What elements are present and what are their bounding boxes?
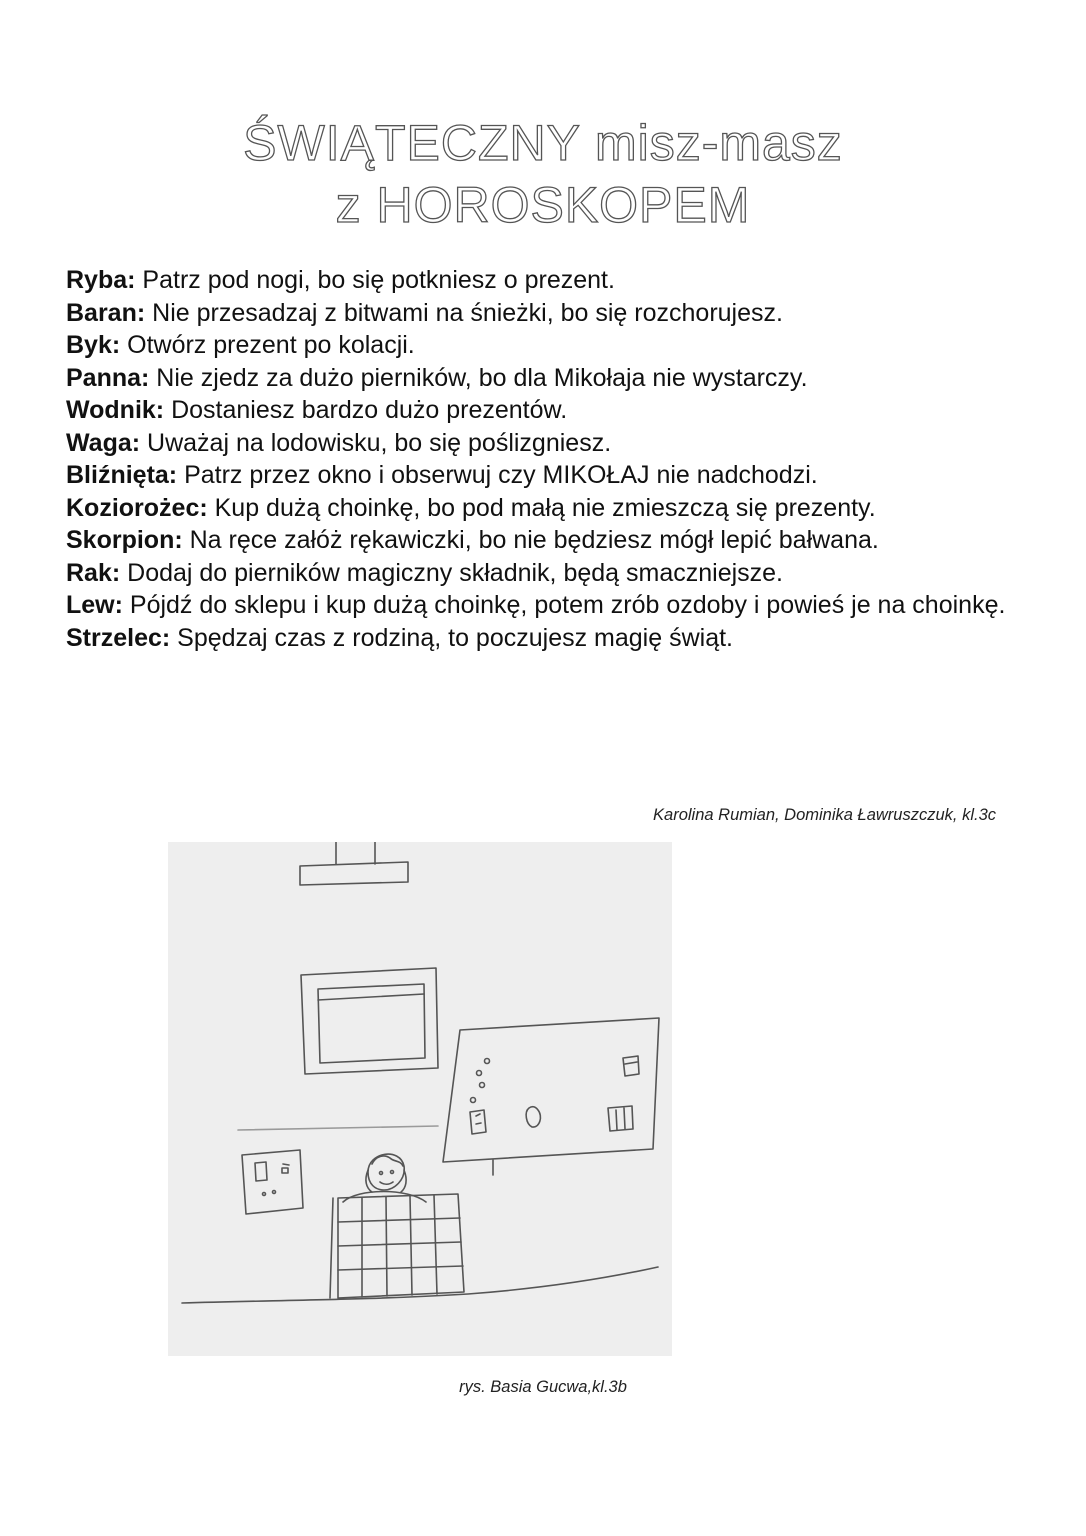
small-picture-sketch <box>242 1150 303 1214</box>
child-drawing <box>168 842 672 1356</box>
horoscope-entry <box>66 492 1016 525</box>
sign-name: Skorpion: <box>66 526 183 554</box>
horoscope-entry <box>66 329 1016 362</box>
prediction-text: Spędzaj czas z rodziną, to poczujesz magię świąt. <box>170 623 733 652</box>
prediction-text: Patrz pod nogi, bo się potkniesz o prezent. <box>135 266 615 294</box>
bed-sketch <box>330 1194 464 1298</box>
prediction-text: Nie przesadzaj z bitwami na śnieżki, bo się rozchorujesz. <box>145 298 783 327</box>
sign-name: Rak: <box>66 558 121 587</box>
sign-name: Lew: <box>66 591 123 619</box>
horoscope-entry <box>66 427 1016 460</box>
horoscope-entry <box>66 524 1016 557</box>
drawing-caption: rys. Basia Gucwa,kl.3b <box>459 1378 627 1396</box>
prediction-text: Dostaniesz bardzo dużo prezentów. <box>164 396 568 424</box>
title-line-2: z HOROSKOPEM <box>335 177 751 233</box>
sign-name: Ryba: <box>66 266 136 294</box>
authors-credit: Karolina Rumian, Dominika Ławruszczuk, kl.3c <box>653 806 996 824</box>
title-line-1: ŚWIĄTECZNY misz-masz <box>243 115 843 171</box>
sign-name: Koziorożec: <box>66 493 208 522</box>
sign-name: Waga: <box>66 428 141 457</box>
lamp-sketch <box>300 842 408 885</box>
sign-name: Wodnik: <box>66 396 165 424</box>
prediction-text: Patrz przez okno i obserwuj czy MIKOŁAJ nie nadchodzi. <box>177 461 818 489</box>
horoscope-entry <box>66 589 1016 622</box>
prediction-text: Uważaj na lodowisku, bo się poślizgniesz. <box>140 428 612 457</box>
drawing-sketch <box>168 842 672 1356</box>
window-sketch <box>443 1018 659 1175</box>
horoscope-entry <box>66 557 1016 590</box>
prediction-text: Kup dużą choinkę, bo pod małą nie zmieszczą się prezenty. <box>207 493 876 522</box>
horoscope-entry <box>66 622 1016 655</box>
prediction-text: Nie zjedz za dużo pierników, bo dla Mikołaja nie wystarczy. <box>149 363 808 392</box>
horoscope-entry <box>66 459 1016 492</box>
horoscope-entry <box>66 297 1016 330</box>
sign-name: Strzelec: <box>66 623 171 652</box>
floor-line-sketch <box>182 1267 658 1303</box>
prediction-text: Pójdź do sklepu i kup dużą choinkę, potem zrób ozdoby i powieś je na choinkę. <box>122 591 1006 619</box>
sign-name: Bliźnięta: <box>66 461 178 489</box>
wall-picture-sketch <box>301 968 438 1074</box>
sign-name: Byk: <box>66 331 121 359</box>
sign-name: Baran: <box>66 298 146 327</box>
horoscope-list <box>66 264 1016 654</box>
prediction-text: Otwórz prezent po kolacji. <box>120 331 415 359</box>
horoscope-entry <box>66 394 1016 427</box>
horoscope-entry <box>66 264 1016 297</box>
horoscope-entry <box>66 362 1016 395</box>
prediction-text: Dodaj do pierników magiczny składnik, będą smaczniejsze. <box>120 558 784 587</box>
page-title <box>0 112 1086 236</box>
prediction-text: Na ręce załóż rękawiczki, bo nie będziesz mógł lepić bałwana. <box>182 526 879 554</box>
sign-name: Panna: <box>66 363 150 392</box>
